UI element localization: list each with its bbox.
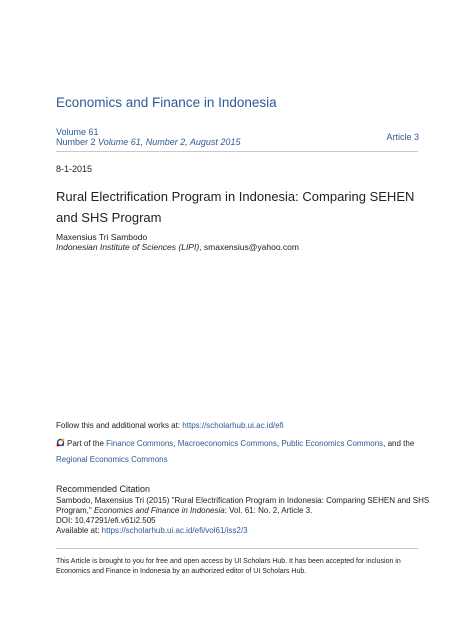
citation-journal: Economics and Finance in Indonesia	[93, 506, 225, 515]
journal-title-link[interactable]: Economics and Finance in Indonesia	[56, 95, 277, 110]
author-affiliation	[56, 242, 299, 252]
divider-bottom	[56, 548, 418, 549]
follow-line	[56, 421, 284, 430]
follow-url-link[interactable]: https://scholarhub.ui.ac.id/efi	[182, 421, 284, 430]
author-email: , smaxensius@yahoo.com	[199, 242, 299, 252]
commons-line	[56, 436, 426, 468]
number-link[interactable]: Number 2	[56, 137, 96, 147]
issue-line	[56, 137, 240, 147]
publication-date: 8-1-2015	[56, 164, 93, 174]
author-name: Maxensius Tri Sambodo	[56, 232, 148, 242]
commons-prefix: Part of the	[67, 439, 107, 448]
citation-text-1: Sambodo, Maxensius Tri (2015) "Rural Electrification Program in Indonesia: Comparing SEHEN and SHS Program,"	[56, 496, 430, 515]
divider-top	[56, 151, 418, 152]
follow-prefix: Follow this and additional works at:	[56, 421, 183, 430]
commons-network-icon	[56, 438, 65, 447]
citation-heading: Recommended Citation	[56, 484, 151, 494]
finance-commons-link[interactable]: Finance Commons	[106, 439, 174, 448]
citation-block	[56, 496, 436, 536]
paper-title: Rural Electrification Program in Indonesia: Comparing SEHEN and SHS Program	[56, 189, 415, 225]
public-economics-commons-link[interactable]: Public Economics Commons	[281, 439, 384, 448]
commons-sep-2: ,	[276, 439, 282, 448]
commons-sep-3: , and the	[383, 439, 415, 448]
regional-economics-commons-link[interactable]: Regional Economics Commons	[56, 455, 168, 464]
volume-link[interactable]: Volume 61	[56, 127, 99, 137]
access-notice: This Article is brought to you for free and open access by UI Scholars Hub. It has been accepted for inclusion in Economics and Finance in Indonesia by an authorized editor of UI Scholars Hub.	[56, 558, 401, 575]
macroeconomics-commons-link[interactable]: Macroeconomics Commons	[177, 439, 277, 448]
affiliation-name: Indonesian Institute of Sciences (LIPI)	[56, 242, 200, 252]
article-link[interactable]: Article 3	[386, 132, 419, 142]
issue-link[interactable]: Volume 61, Number 2, August 2015	[98, 137, 241, 147]
citation-text-2: : Vol. 61: No. 2, Article 3.	[224, 506, 313, 515]
commons-sep-1: ,	[173, 439, 178, 448]
citation-url-link[interactable]: https://scholarhub.ui.ac.id/efi/vol61/iss2/3	[101, 526, 248, 535]
citation-doi: DOI: 10.47291/efi.v61i2.505	[56, 516, 156, 525]
citation-available-prefix: Available at:	[56, 526, 102, 535]
